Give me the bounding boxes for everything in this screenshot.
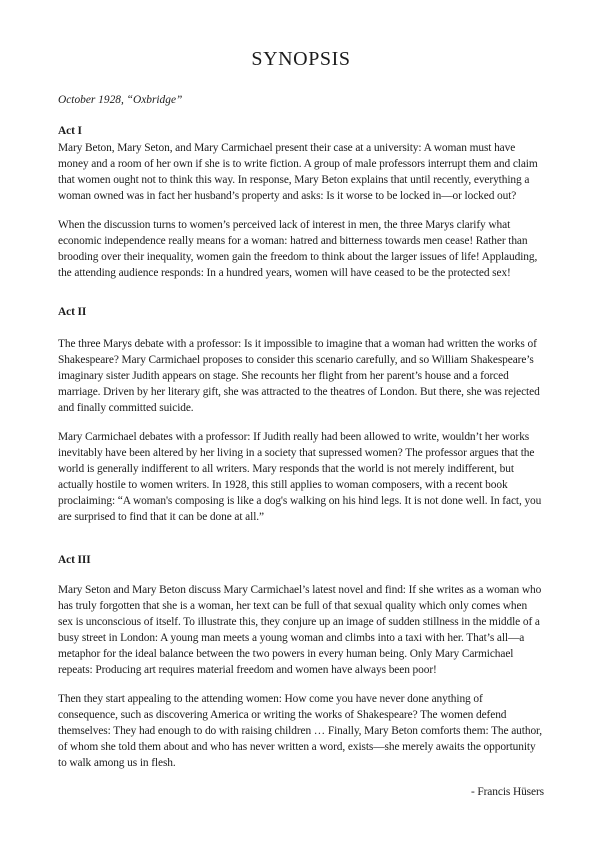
act-1-section [58, 123, 544, 281]
act-2-paragraph-2: Mary Carmichael debates with a professor: If Judith really had been allowed to write, wouldn’t her works inevitably have been altered by her living in a society that supressed women? The professor argues that the world is generally indifferent to all writers. Mary responds that the world is not merely indifferent, but actually hostile to women writers. In 1928, this still applies to woman composers, with a recent book proclaiming: “A woman's composing is like a dog's walking on his hind legs. It is not done well. In fact, you are surprised to find that it can be done at all.” [58, 431, 542, 523]
act-2-paragraph-1: The three Marys debate with a professor: Is it impossible to imagine that a woman had written the works of Shakespeare? Mary Carmichael proposes to consider this scenario carefully, and so William Shakespeare’s imaginary sister Judith appears on stage. She recounts her flight from her parent’s house and a forced marriage. Driven by her literary gift, she was attracted to the theatres of London. But there, she was rejected and finally committed suicide. [58, 338, 540, 414]
act-3-heading: Act III [58, 554, 91, 566]
act-1-heading: Act I [58, 125, 82, 137]
synopsis-body [58, 123, 544, 800]
page-title: SYNOPSIS [251, 48, 351, 70]
author-signature: - Francis Hüsers [470, 786, 544, 798]
act-3-paragraph-1: Mary Seton and Mary Beton discuss Mary Carmichael’s latest novel and find: If she writes as a woman who has truly forgotten that she is a woman, her text can be full of that sexual quality which only comes when sex is unconscious of itself. To illustrate this, they conjure up an image of sudden stillness in the middle of a busy street in London: A young man meets a young woman and climbs into a taxi with her. That’s all—a metaphor for the ideal balance between the two powers in every human being. Only Mary Carmichael repeats: Producing art requires material freedom and women have always been poor! [58, 584, 542, 676]
act-3-paragraph-2: Then they start appealing to the attending women: How come you have never done anything of consequence, such as discovering America or writing the works of Shakespeare? The women defend themselves: They had enough to do with raising children … Finally, Mary Beton comforts them: The author, of whom she told them about and who has never written a word, exists—she merely awaits the opportunity to walk among us in flesh. [58, 693, 543, 769]
act-2-heading: Act II [58, 306, 87, 318]
act-1-paragraph-1: Mary Beton, Mary Seton, and Mary Carmichael present their case at a university: A woman must have money and a room of her own if she is to write fiction. A group of male professors interrupt them and claim that women ought not to think this way. In response, Mary Beton explains that until recently, everything a woman owned was in fact her husband’s property and asks: Is it worse to be locked in—or locked out? [58, 142, 538, 202]
act-3-section [58, 552, 544, 771]
act-1-paragraph-2: When the discussion turns to women’s perceived lack of interest in men, the three Marys clarify what economic independence really means for a woman: hatred and bitterness towards men cease! Rather than brooding over their inequality, women gain the freedom to think about the larger issues of life! Applauding, the attending audience responds: In a hundred years, women will have ceased to be the protected sex! [58, 219, 538, 279]
act-2-section [58, 304, 544, 525]
date-location-subtitle: October 1928, “Oxbridge” [58, 94, 183, 106]
